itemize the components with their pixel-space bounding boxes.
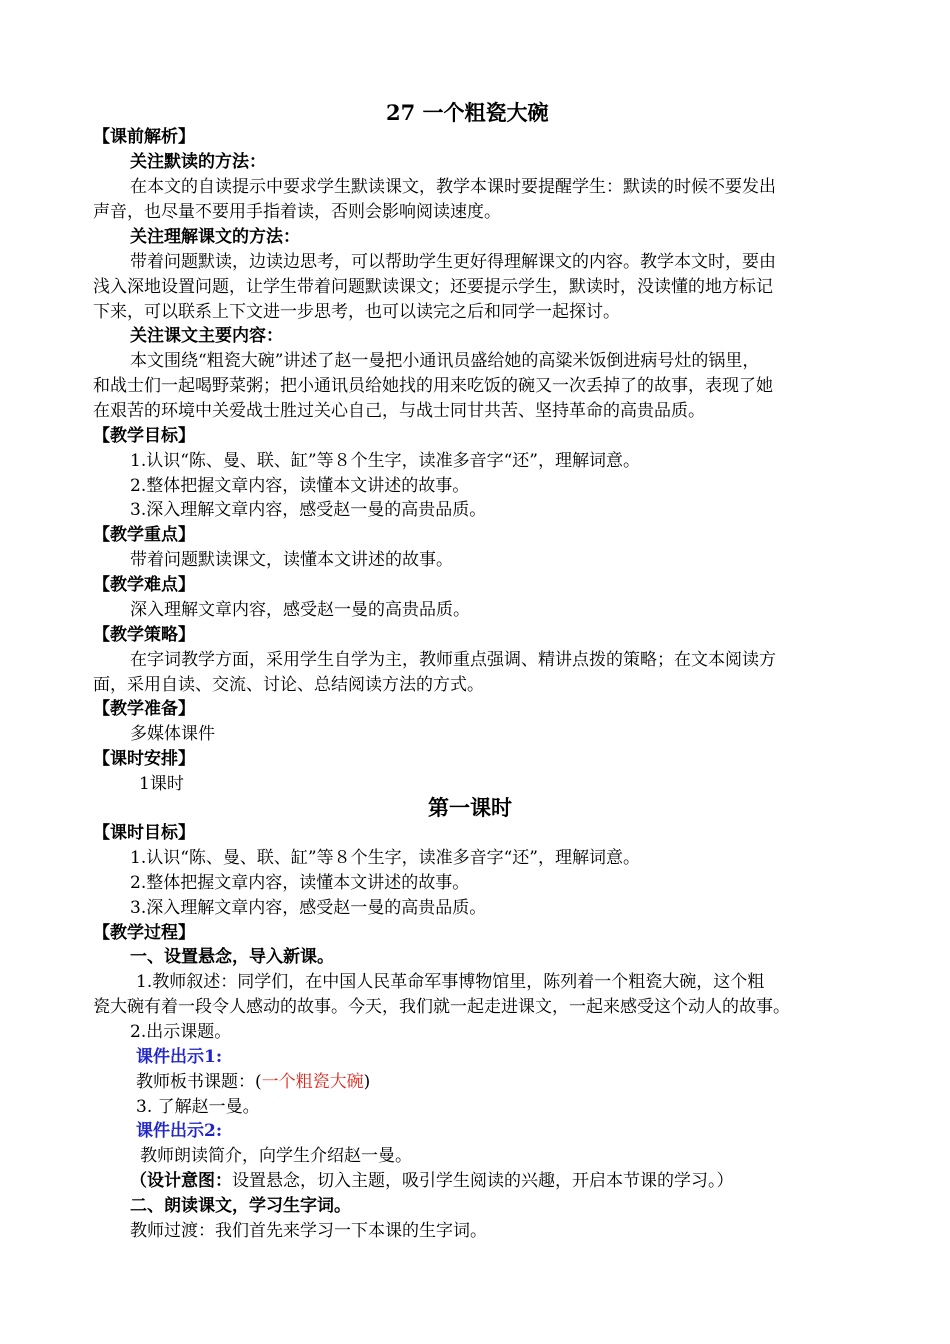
design-intent (130, 1170, 734, 1192)
step1-item2: 2.出示课题。 (130, 1022, 232, 1042)
paragraph-line: 和战士们一起喝野菜粥；把小通讯员给她找的用来吃饭的碗又一次丢掉了的故事，表现了她 (93, 376, 773, 396)
paragraph-line: 瓷大碗有着一段令人感动的故事。今天，我们就一起走进课文，一起来感受这个动人的故事。 (93, 997, 790, 1017)
section-heading-schedule: 【课时安排】 (93, 749, 195, 769)
paragraph-line: 在字词教学方面，采用学生自学为主，教师重点强调、精讲点拨的策略；在文本阅读方 (130, 650, 776, 670)
prep-text: 多媒体课件 (130, 724, 215, 744)
section-heading-lesson-goals: 【课时目标】 (93, 823, 195, 843)
board-prefix: 教师板书课题：( (136, 1072, 262, 1092)
paragraph-line: 声音，也尽量不要用手指着读，否则会影响阅读速度。 (93, 202, 501, 222)
item3: 3. 了解赵一曼。 (136, 1097, 260, 1117)
transition-text: 教师过渡：我们首先来学习一下本课的生字词。 (130, 1221, 487, 1241)
paragraph-line: 面，采用自读、交流、讨论、总结阅读方法的方式。 (93, 675, 484, 695)
paragraph-line: 在本文的自读提示中要求学生默读课文，教学本课时要提醒学生：默读的时候不要发出 (130, 177, 776, 197)
goal-item: 1.认识“陈、曼、联、缸”等８个生字，读准多音字“还”，理解词意。 (130, 848, 640, 868)
design-text: 设置悬念，切入主题，吸引学生阅读的兴趣，开启本节课的学习。） (232, 1171, 734, 1191)
goal-item: 2.整体把握文章内容，读懂本文讲述的故事。 (130, 476, 470, 496)
section-heading-pre-analysis: 【课前解析】 (93, 127, 195, 147)
subheading-silent-reading: 关注默读的方法： (130, 152, 266, 172)
section-heading-strategy: 【教学策略】 (93, 625, 195, 645)
lesson-title: 27 一个粗瓷大碗 (386, 100, 549, 125)
goal-item: 1.认识“陈、曼、联、缸”等８个生字，读准多音字“还”，理解词意。 (130, 451, 640, 471)
board-suffix: ) (363, 1072, 371, 1092)
board-title-line (136, 1071, 370, 1093)
paragraph-line: 带着问题默读，边读边思考，可以帮助学生更好得理解课文的内容。教学本文时，要由 (130, 252, 776, 272)
paragraph-line: 本文围绕“粗瓷大碗”讲述了赵一曼把小通讯员盛给她的高粱米饭倒进病号灶的锅里， (130, 351, 760, 371)
subheading-understanding: 关注理解课文的方法： (130, 227, 300, 247)
step1-title: 一、设置悬念，导入新课。 (130, 947, 334, 967)
paragraph-line: 在艰苦的环境中关爱战士胜过关心自己，与战士同甘共苦、坚持革命的高贵品质。 (93, 401, 705, 421)
section-heading-key: 【教学重点】 (93, 525, 195, 545)
paragraph-line: 浅入深地设置问题，让学生带着问题默读课文；还要提示学生，默读时，没读懂的地方标记 (93, 277, 773, 297)
section-heading-prep: 【教学准备】 (93, 699, 195, 719)
goal-item: 3.深入理解文章内容，感受赵一曼的高贵品质。 (130, 500, 487, 520)
paragraph-line: 1.教师叙述：同学们，在中国人民革命军事博物馆里，陈列着一个粗瓷大碗，这个粗 (136, 972, 765, 992)
step2-title: 二、朗读课文，学习生字词。 (130, 1196, 351, 1216)
difficulty-text: 深入理解文章内容，感受赵一曼的高贵品质。 (130, 600, 470, 620)
section-heading-goals: 【教学目标】 (93, 426, 195, 446)
goal-item: 3.深入理解文章内容，感受赵一曼的高贵品质。 (130, 898, 487, 918)
lesson1-title: 第一课时 (428, 795, 512, 820)
key-text: 带着问题默读课文，读懂本文讲述的故事。 (130, 550, 453, 570)
courseware-label-2: 课件出示2: (136, 1121, 223, 1141)
section-heading-process: 【教学过程】 (93, 923, 195, 943)
subheading-main-content: 关注课文主要内容： (130, 326, 283, 346)
design-label: （设计意图： (130, 1171, 232, 1191)
paragraph-line: 下来，可以联系上下文进一步思考，也可以读完之后和同学一起探讨。 (93, 302, 620, 322)
schedule-text: 1课时 (139, 774, 184, 794)
section-heading-difficulty: 【教学难点】 (93, 575, 195, 595)
goal-item: 2.整体把握文章内容，读懂本文讲述的故事。 (130, 873, 470, 893)
board-title-red: 一个粗瓷大碗 (261, 1072, 364, 1092)
intro-text: 教师朗读简介，向学生介绍赵一曼。 (140, 1146, 412, 1166)
courseware-label-1: 课件出示1: (136, 1047, 223, 1067)
